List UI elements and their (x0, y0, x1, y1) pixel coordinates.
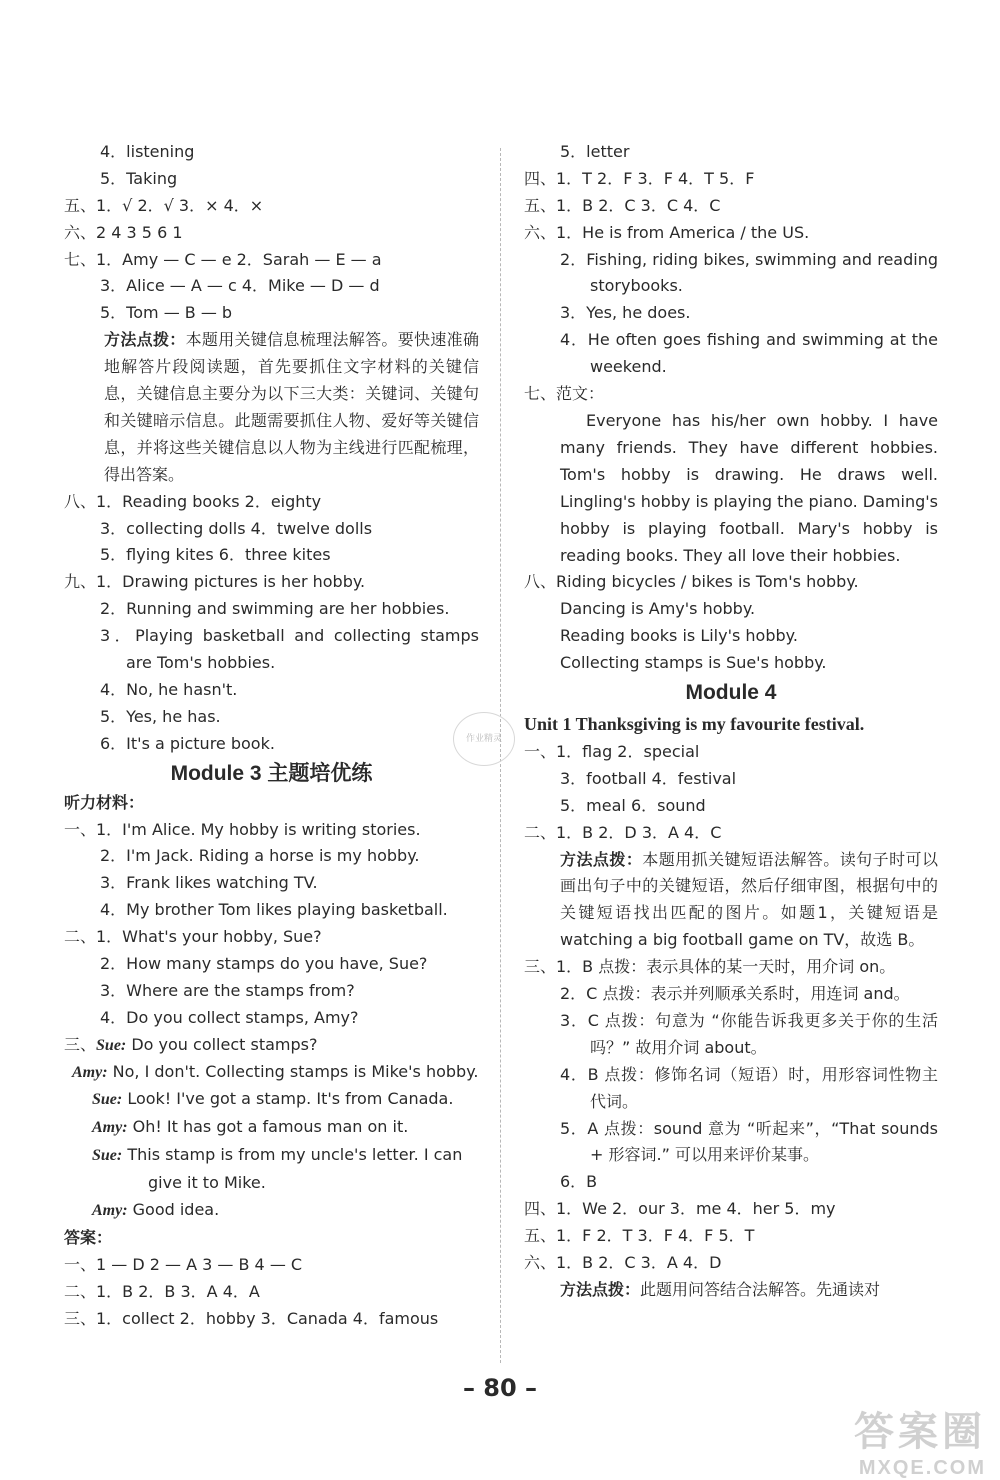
answer-line: 3．Alice — A — c 4．Mike — D — d (100, 276, 380, 296)
answer-line: 3．collecting dolls 4．twelve dolls (100, 518, 373, 538)
answer-line: 二、1．What's your hobby, Sue? (64, 927, 322, 947)
answer-line: 八、Riding bicycles / bikes is Tom's hobby. (524, 572, 859, 592)
answer-line: 4．Do you collect stamps, Amy? (100, 1007, 359, 1027)
answer-line: 3．football 4．festival (560, 768, 737, 788)
dialogue-text: Good idea. (132, 1200, 220, 1220)
dialogue-line (64, 1197, 479, 1225)
answer-line: 3．C 点拨：句意为 “你能告诉我更多关于你的生活吗？” 故用介词 about。 (560, 1010, 938, 1057)
speaker-name: Sue: (92, 1147, 123, 1165)
faint-stamp: 作业精灵 (453, 712, 515, 766)
method-tip (64, 327, 479, 488)
dialogue-line (64, 1114, 479, 1142)
speaker-name: Amy: (72, 1063, 108, 1081)
method-tip-label: 方法点拨： (560, 849, 643, 869)
answer-line: 3．Where are the stamps from? (100, 980, 355, 1000)
module-heading: Module 3 主题培优练 (170, 761, 373, 785)
answer-line: 七、1．Amy — C — e 2．Sarah — E — a (64, 249, 382, 269)
speaker-name: Amy: (92, 1119, 128, 1137)
answer-line: 6．B (560, 1172, 598, 1192)
answer-line: 2．Running and swimming are her hobbies. (100, 599, 450, 619)
answer-line: Collecting stamps is Sue's hobby. (560, 653, 827, 673)
answer-line: 5．Taking (100, 168, 178, 188)
answer-line: 3．Yes, he does. (560, 303, 691, 323)
watermark (854, 1400, 986, 1480)
answer-line: Reading books is Lily's hobby. (560, 626, 798, 646)
unit-title: Unit 1 Thanksgiving is my favourite festival. (524, 713, 865, 734)
answer-line: 5．Yes, he has. (100, 706, 221, 726)
answer-line: 六、2 4 3 5 6 1 (64, 222, 183, 242)
answer-line: 八、1．Reading books 2．eighty (64, 491, 322, 511)
dialogue-text: No, I don't. Collecting stamps is Mike's hobby. (112, 1061, 479, 1081)
method-tip-label: 方法点拨： (104, 330, 186, 350)
section-label: 听力材料： (64, 792, 145, 812)
dialogue-text: Oh! It has got a famous man on it. (132, 1117, 409, 1137)
answer-line: 九、1．Drawing pictures is her hobby. (64, 572, 366, 592)
method-tip-text: 本题用抓关键短语法解答。读句子时可以画出句子中的关键短语，然后仔细审图，根据句中的关键短语找出匹配的图片。如题1，关键短语是 watching a big football game on TV，故选 B。 (560, 849, 938, 950)
method-tip-text: 此题用问答结合法解答。先通读对 (640, 1279, 881, 1299)
answer-line: 六、1．He is from America / the US. (524, 222, 810, 242)
answer-line: 2．How many stamps do you have, Sue? (100, 953, 428, 973)
answer-line: 6．It's a picture book. (100, 733, 275, 753)
answer-line: 5．flying kites 6．three kites (100, 545, 331, 565)
sample-essay: Everyone has his/her own hobby. I have many friends. They have different hobbies. Tom's hobby is drawing. He draws well. Lingling's hobby is playing the piano. Daming's hobby is playing football. Mary's hobby is reading books. They all love their hobbies. (560, 410, 938, 565)
right-column (524, 139, 938, 1304)
section-label: 答案： (64, 1227, 113, 1247)
answer-line: 四、1．We 2．our 3．me 4．her 5．my (524, 1199, 836, 1219)
section-number: 三、 (64, 1034, 97, 1054)
answer-line: 五、1．B 2．C 3．C 4．C (524, 195, 721, 215)
answer-line: 七、范文： (524, 384, 605, 404)
answer-line: 4．No, he hasn't. (100, 679, 238, 699)
answer-line: 2．Fishing, riding bikes, swimming and reading storybooks. (560, 249, 938, 296)
method-tip-text: 本题用关键信息梳理法解答。要快速准确地解答片段阅读题，首先要抓住文字材料的关键信息，关键信息主要分为以下三大类：关键词、关键句和关键暗示信息。此题需要抓住人物、爱好等关键信息，并将这些关键信息以人物为主线进行匹配梳理，得出答案。 (104, 330, 479, 484)
answer-line: 二、1．B 2．D 3．A 4．C (524, 822, 722, 842)
dialogue-text: Do you collect stamps? (131, 1034, 318, 1054)
answer-line: 五、1．√ 2．√ 3．× 4．× (64, 195, 264, 215)
dialogue-line (64, 1059, 479, 1087)
answer-line: 一、1．flag 2．special (524, 741, 700, 761)
speaker-name: Sue: (96, 1036, 127, 1054)
answer-line: 4．My brother Tom likes playing basketball. (100, 900, 448, 920)
answer-line: 一、1．I'm Alice. My hobby is writing stories. (64, 819, 421, 839)
left-column (64, 139, 479, 1333)
answer-line: 4．B 点拨：修饰名词（短语）时，用形容词性物主代词。 (560, 1064, 938, 1111)
method-tip-label: 方法点拨： (560, 1279, 641, 1299)
module-heading: Module 4 (685, 680, 777, 704)
watermark-url: MXQE.COM (858, 1457, 986, 1479)
answer-line: 3．Frank likes watching TV. (100, 873, 318, 893)
speaker-name: Sue: (92, 1091, 123, 1109)
answer-line: 4．listening (100, 142, 195, 161)
page-number: – 80 – (462, 1374, 538, 1402)
answer-line: 3．Playing basketball and collecting stamps are Tom's hobbies. (100, 626, 479, 673)
answer-line: Dancing is Amy's hobby. (560, 599, 756, 619)
answer-line: 2．I'm Jack. Riding a horse is my hobby. (100, 846, 420, 866)
dialogue-text: Look! I've got a stamp. It's from Canada. (127, 1089, 454, 1109)
method-tip (524, 1277, 938, 1304)
answer-line: 5．letter (560, 142, 630, 161)
answer-line: 三、1．collect 2．hobby 3．Canada 4．famous (64, 1308, 439, 1328)
answer-line: 4．He often goes fishing and swimming at the weekend. (560, 330, 938, 377)
dialogue-line (64, 1142, 479, 1197)
answer-line: 四、1．T 2．F 3．F 4．T 5．F (524, 168, 755, 188)
dialogue-text: This stamp is from my uncle's letter. I can give it to Mike. (127, 1145, 463, 1193)
answer-line: 六、1．B 2．C 3．A 4．D (524, 1253, 722, 1273)
answer-line: 一、1 — D 2 — A 3 — B 4 — C (64, 1254, 303, 1274)
dialogue-line (64, 1086, 479, 1114)
answer-line: 5．Tom — B — b (100, 303, 233, 323)
watermark-logo-text: 答案圈 (854, 1410, 986, 1454)
answer-line: 五、1．F 2．T 3．F 4．F 5．T (524, 1226, 755, 1246)
answer-line: 2．C 点拨：表示并列顺承关系时，用连词 and。 (560, 984, 910, 1004)
method-tip (524, 847, 938, 955)
answer-line: 二、1．B 2．B 3．A 4．A (64, 1281, 260, 1301)
answer-line: 5．A 点拨：sound 意为 “听起来”，“That sounds + 形容词.” 可以用来评价某事。 (560, 1118, 938, 1165)
answer-line: 5．meal 6．sound (560, 795, 706, 815)
answer-line: 三、1．B 点拨：表示具体的某一天时，用介词 on。 (524, 957, 896, 977)
dialogue-line (64, 1032, 479, 1059)
speaker-name: Amy: (92, 1202, 128, 1220)
